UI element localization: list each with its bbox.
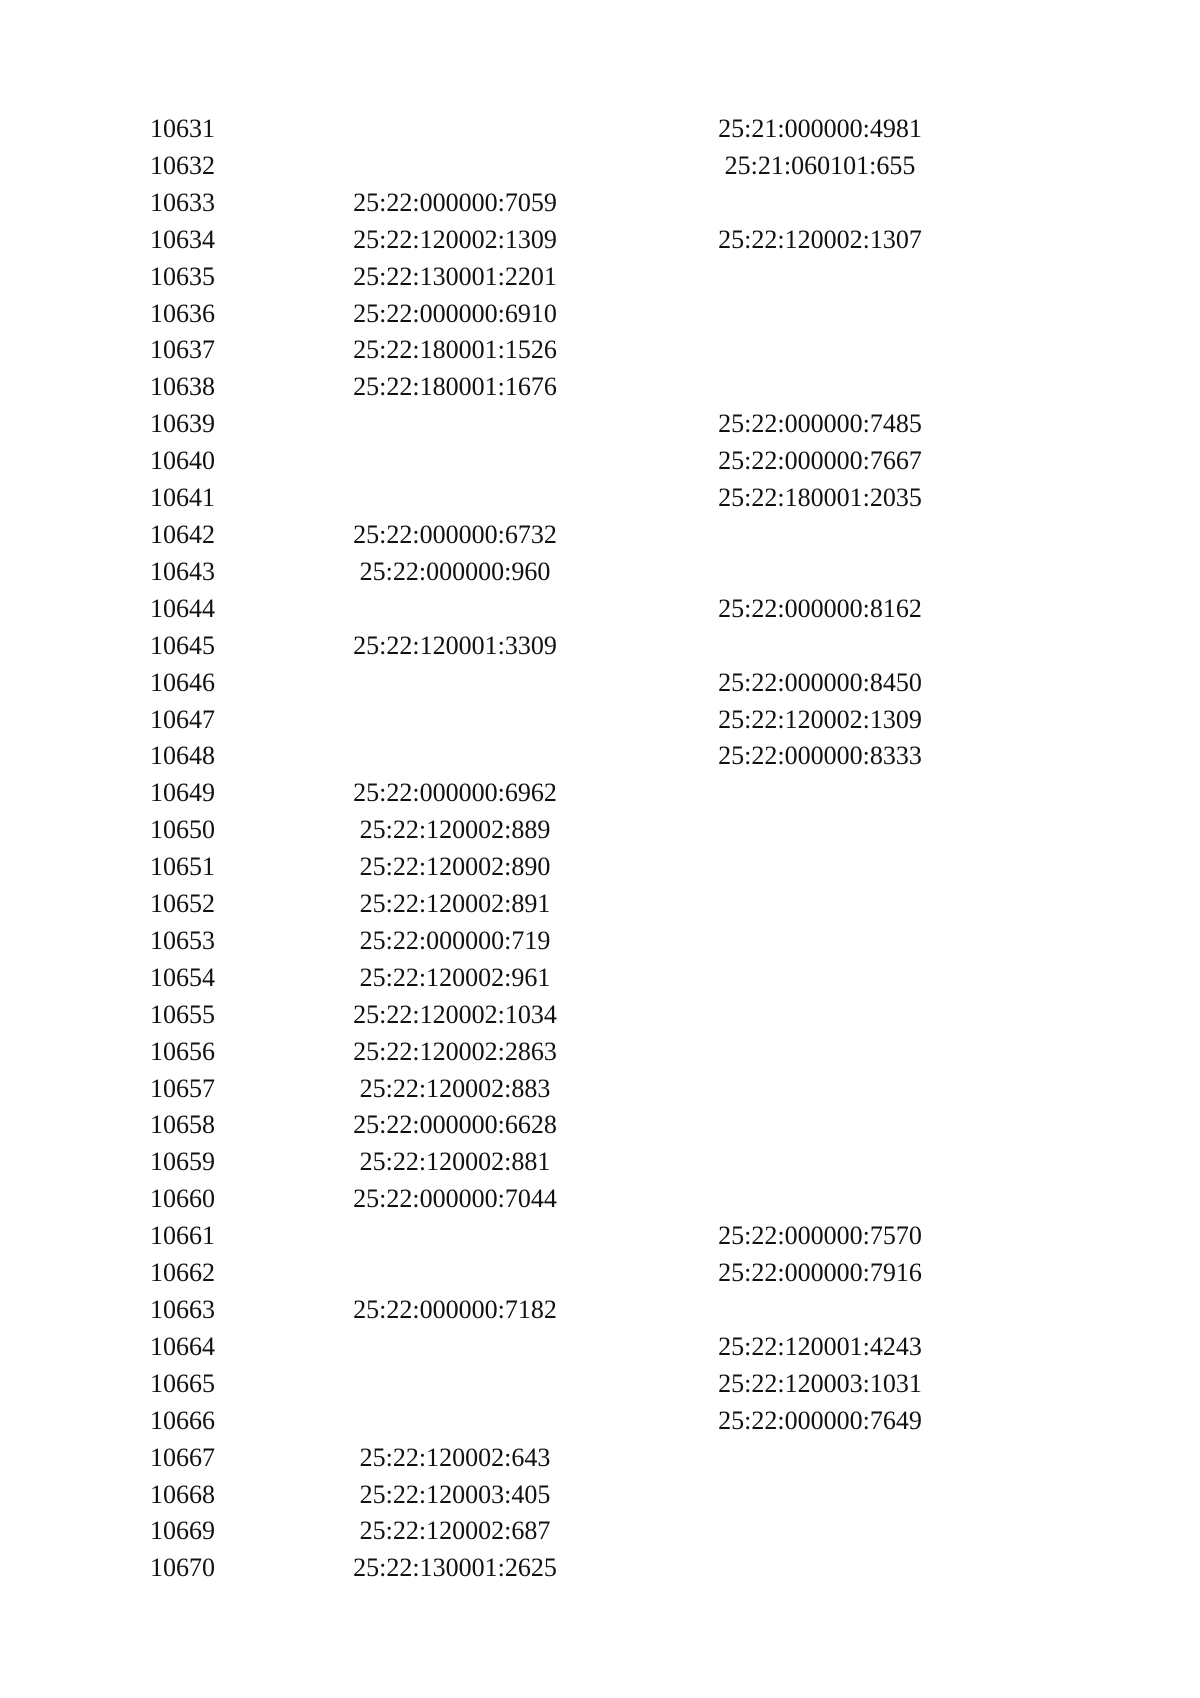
cadastral-number-secondary <box>690 1550 950 1587</box>
column-spacer <box>600 1071 690 1108</box>
table-row <box>150 1513 950 1550</box>
cadastral-number-secondary: 25:22:000000:7485 <box>718 409 922 439</box>
cadastral-number-primary: 25:22:000000:6628 <box>353 1110 557 1140</box>
column-spacer <box>600 775 690 812</box>
cadastral-number-primary <box>310 406 600 443</box>
cadastral-number-secondary: 25:22:000000:7916 <box>718 1258 922 1288</box>
column-spacer <box>600 1218 690 1255</box>
cadastral-number-secondary <box>690 1144 950 1181</box>
cadastral-number-primary <box>310 1329 600 1366</box>
row-number: 10645 <box>150 630 215 660</box>
cadastral-number-secondary <box>690 1071 950 1108</box>
column-spacer <box>600 886 690 923</box>
table-row <box>150 702 950 739</box>
cadastral-number-secondary <box>690 997 950 1034</box>
cadastral-number-primary: 25:22:120002:883 <box>359 1073 551 1103</box>
column-spacer <box>600 960 690 997</box>
row-number: 10650 <box>150 815 215 845</box>
column-spacer <box>600 997 690 1034</box>
cadastral-number-secondary <box>690 1107 950 1144</box>
cadastral-number-secondary: 25:22:120003:1031 <box>718 1368 922 1398</box>
cadastral-number-primary: 25:22:120002:1034 <box>353 999 557 1029</box>
cadastral-number-secondary <box>690 554 950 591</box>
cadastral-number-secondary <box>690 923 950 960</box>
cadastral-number-secondary <box>690 886 950 923</box>
table-row <box>150 259 950 296</box>
cadastral-number-secondary <box>690 1181 950 1218</box>
cadastral-number-secondary: 25:21:000000:4981 <box>718 114 922 143</box>
row-number: 10661 <box>150 1221 215 1251</box>
table-body <box>150 111 950 1587</box>
cadastral-number-secondary <box>690 296 950 333</box>
cadastral-number-secondary <box>690 185 950 222</box>
cadastral-number-primary: 25:22:120002:1309 <box>353 224 557 254</box>
cadastral-number-primary: 25:22:130001:2201 <box>353 261 557 291</box>
column-spacer <box>600 1513 690 1550</box>
cadastral-number-secondary <box>690 960 950 997</box>
table-row <box>150 1144 950 1181</box>
row-number: 10654 <box>150 962 215 992</box>
row-number: 10652 <box>150 889 215 919</box>
column-spacer <box>600 665 690 702</box>
cadastral-number-primary: 25:22:120002:961 <box>359 962 551 992</box>
table-row <box>150 1329 950 1366</box>
cadastral-number-primary: 25:22:000000:6910 <box>353 298 557 328</box>
column-spacer <box>600 1107 690 1144</box>
table-row <box>150 222 950 259</box>
column-spacer <box>600 591 690 628</box>
column-spacer <box>600 369 690 406</box>
row-number: 10659 <box>150 1147 215 1177</box>
cadastral-number-primary <box>310 665 600 702</box>
table-row <box>150 1034 950 1071</box>
cadastral-number-secondary <box>690 259 950 296</box>
cadastral-number-primary: 25:22:120002:881 <box>359 1147 551 1177</box>
column-spacer <box>600 1403 690 1440</box>
table-row <box>150 369 950 406</box>
cadastral-number-primary <box>310 111 600 148</box>
column-spacer <box>600 1144 690 1181</box>
table-row <box>150 1071 950 1108</box>
column-spacer <box>600 849 690 886</box>
cadastral-number-secondary <box>690 1292 950 1329</box>
cadastral-number-primary: 25:22:000000:7044 <box>353 1184 557 1214</box>
cadastral-number-secondary <box>690 1513 950 1550</box>
cadastral-number-secondary <box>690 628 950 665</box>
cadastral-number-primary: 25:22:180001:1526 <box>353 335 557 365</box>
column-spacer <box>600 628 690 665</box>
table-row <box>150 185 950 222</box>
row-number: 10639 <box>150 409 215 439</box>
column-spacer <box>600 554 690 591</box>
cadastral-number-primary <box>310 1403 600 1440</box>
cadastral-number-secondary: 25:21:060101:655 <box>724 150 916 180</box>
cadastral-number-secondary <box>690 812 950 849</box>
row-number: 10642 <box>150 519 215 549</box>
table-row <box>150 480 950 517</box>
cadastral-number-secondary <box>690 775 950 812</box>
cadastral-number-primary: 25:22:000000:7182 <box>353 1295 557 1324</box>
row-number: 10668 <box>150 1479 215 1509</box>
table-row <box>150 812 950 849</box>
row-number: 10657 <box>150 1073 215 1103</box>
table-row <box>150 111 950 148</box>
row-number: 10637 <box>150 335 215 365</box>
table-row <box>150 960 950 997</box>
cadastral-number-secondary: 25:22:120001:4243 <box>718 1331 922 1361</box>
table-row <box>150 517 950 554</box>
cadastral-number-table <box>150 111 950 1587</box>
column-spacer <box>600 812 690 849</box>
column-spacer <box>600 185 690 222</box>
cadastral-number-primary <box>310 591 600 628</box>
row-number: 10646 <box>150 667 215 697</box>
row-number: 10658 <box>150 1110 215 1140</box>
cadastral-number-primary: 25:22:000000:960 <box>359 556 551 586</box>
cadastral-number-secondary: 25:22:000000:8450 <box>718 667 922 697</box>
row-number: 10664 <box>150 1331 215 1361</box>
column-spacer <box>600 296 690 333</box>
cadastral-number-primary: 25:22:120002:687 <box>359 1516 551 1546</box>
table-row <box>150 148 950 185</box>
column-spacer <box>600 517 690 554</box>
table-row <box>150 1403 950 1440</box>
table-row <box>150 1366 950 1403</box>
cadastral-number-secondary <box>690 1477 950 1514</box>
table-row <box>150 923 950 960</box>
table-row <box>150 886 950 923</box>
cadastral-number-primary: 25:22:000000:719 <box>359 925 551 955</box>
cadastral-number-secondary <box>690 517 950 554</box>
cadastral-number-primary <box>310 702 600 739</box>
table-row <box>150 554 950 591</box>
table-row <box>150 1181 950 1218</box>
cadastral-number-primary: 25:22:000000:6962 <box>353 778 557 808</box>
table-row <box>150 332 950 369</box>
cadastral-number-secondary: 25:22:180001:2035 <box>718 483 922 513</box>
row-number: 10667 <box>150 1442 215 1472</box>
cadastral-number-primary: 25:22:120001:3309 <box>353 630 557 660</box>
cadastral-number-primary <box>310 480 600 517</box>
column-spacer <box>600 1366 690 1403</box>
column-spacer <box>600 443 690 480</box>
row-number: 10656 <box>150 1036 215 1066</box>
cadastral-number-primary: 25:22:120003:405 <box>359 1479 551 1509</box>
row-number: 10660 <box>150 1184 215 1214</box>
row-number: 10649 <box>150 778 215 808</box>
column-spacer <box>600 480 690 517</box>
cadastral-number-secondary: 25:22:120002:1309 <box>718 704 922 734</box>
cadastral-number-primary: 25:22:000000:6732 <box>353 519 557 549</box>
cadastral-number-primary <box>310 443 600 480</box>
column-spacer <box>600 702 690 739</box>
row-number: 10669 <box>150 1516 215 1546</box>
table-row <box>150 591 950 628</box>
column-spacer <box>600 1255 690 1292</box>
cadastral-number-primary <box>310 1366 600 1403</box>
row-number: 10643 <box>150 556 215 586</box>
cadastral-number-secondary: 25:22:000000:8162 <box>718 593 922 623</box>
row-number: 10632 <box>150 150 215 180</box>
table-row <box>150 738 950 775</box>
cadastral-number-primary: 25:22:000000:7059 <box>353 187 557 217</box>
cadastral-number-primary: 25:22:120002:890 <box>359 852 551 882</box>
cadastral-number-primary: 25:22:120002:643 <box>359 1442 551 1472</box>
cadastral-number-primary: 25:22:120002:889 <box>359 815 551 845</box>
row-number: 10666 <box>150 1405 215 1435</box>
cadastral-number-primary <box>310 1255 600 1292</box>
column-spacer <box>600 1440 690 1477</box>
table-row <box>150 1218 950 1255</box>
row-number: 10635 <box>150 261 215 291</box>
column-spacer <box>600 1477 690 1514</box>
column-spacer <box>600 1034 690 1071</box>
row-number: 10640 <box>150 446 215 476</box>
table-row <box>150 1292 950 1329</box>
column-spacer <box>600 332 690 369</box>
table-row <box>150 628 950 665</box>
cadastral-number-primary <box>310 1218 600 1255</box>
cadastral-number-secondary: 25:22:000000:7570 <box>718 1221 922 1251</box>
cadastral-number-primary <box>310 738 600 775</box>
cadastral-number-primary <box>310 148 600 185</box>
table-row <box>150 775 950 812</box>
cadastral-number-secondary: 25:22:000000:8333 <box>718 741 922 771</box>
row-number: 10633 <box>150 187 215 217</box>
row-number: 10653 <box>150 925 215 955</box>
row-number: 10670 <box>150 1553 215 1583</box>
row-number: 10647 <box>150 704 215 734</box>
row-number: 10634 <box>150 224 215 254</box>
column-spacer <box>600 259 690 296</box>
cadastral-number-secondary: 25:22:120002:1307 <box>718 224 922 254</box>
cadastral-number-primary: 25:22:120002:2863 <box>353 1036 557 1066</box>
table-row <box>150 665 950 702</box>
table-row <box>150 997 950 1034</box>
row-number: 10638 <box>150 372 215 402</box>
row-number: 10636 <box>150 298 215 328</box>
row-number: 10651 <box>150 852 215 882</box>
column-spacer <box>600 923 690 960</box>
row-number: 10662 <box>150 1258 215 1288</box>
cadastral-number-secondary <box>690 369 950 406</box>
cadastral-number-secondary <box>690 1034 950 1071</box>
table-row <box>150 406 950 443</box>
table-row <box>150 849 950 886</box>
cadastral-number-secondary <box>690 1440 950 1477</box>
row-number: 10648 <box>150 741 215 771</box>
column-spacer <box>600 1550 690 1587</box>
cadastral-number-primary: 25:22:180001:1676 <box>353 372 557 402</box>
row-number: 10665 <box>150 1368 215 1398</box>
table-row <box>150 1440 950 1477</box>
cadastral-number-secondary: 25:22:000000:7667 <box>718 446 922 476</box>
row-number: 10641 <box>150 483 215 513</box>
table-row <box>150 1477 950 1514</box>
table-row <box>150 296 950 333</box>
column-spacer <box>600 111 690 148</box>
column-spacer <box>600 222 690 259</box>
column-spacer <box>600 1329 690 1366</box>
table-row <box>150 1255 950 1292</box>
cadastral-number-primary: 25:22:120002:891 <box>359 889 551 919</box>
cadastral-number-primary: 25:22:130001:2625 <box>353 1553 557 1583</box>
column-spacer <box>600 738 690 775</box>
cadastral-number-secondary <box>690 332 950 369</box>
row-number: 10644 <box>150 593 215 623</box>
row-number: 10631 <box>150 114 215 143</box>
row-number: 10663 <box>150 1295 215 1324</box>
table-row <box>150 443 950 480</box>
column-spacer <box>600 406 690 443</box>
column-spacer <box>600 148 690 185</box>
cadastral-number-secondary: 25:22:000000:7649 <box>718 1405 922 1435</box>
column-spacer <box>600 1181 690 1218</box>
table-row <box>150 1550 950 1587</box>
cadastral-number-secondary <box>690 849 950 886</box>
table-row <box>150 1107 950 1144</box>
row-number: 10655 <box>150 999 215 1029</box>
column-spacer <box>600 1292 690 1329</box>
